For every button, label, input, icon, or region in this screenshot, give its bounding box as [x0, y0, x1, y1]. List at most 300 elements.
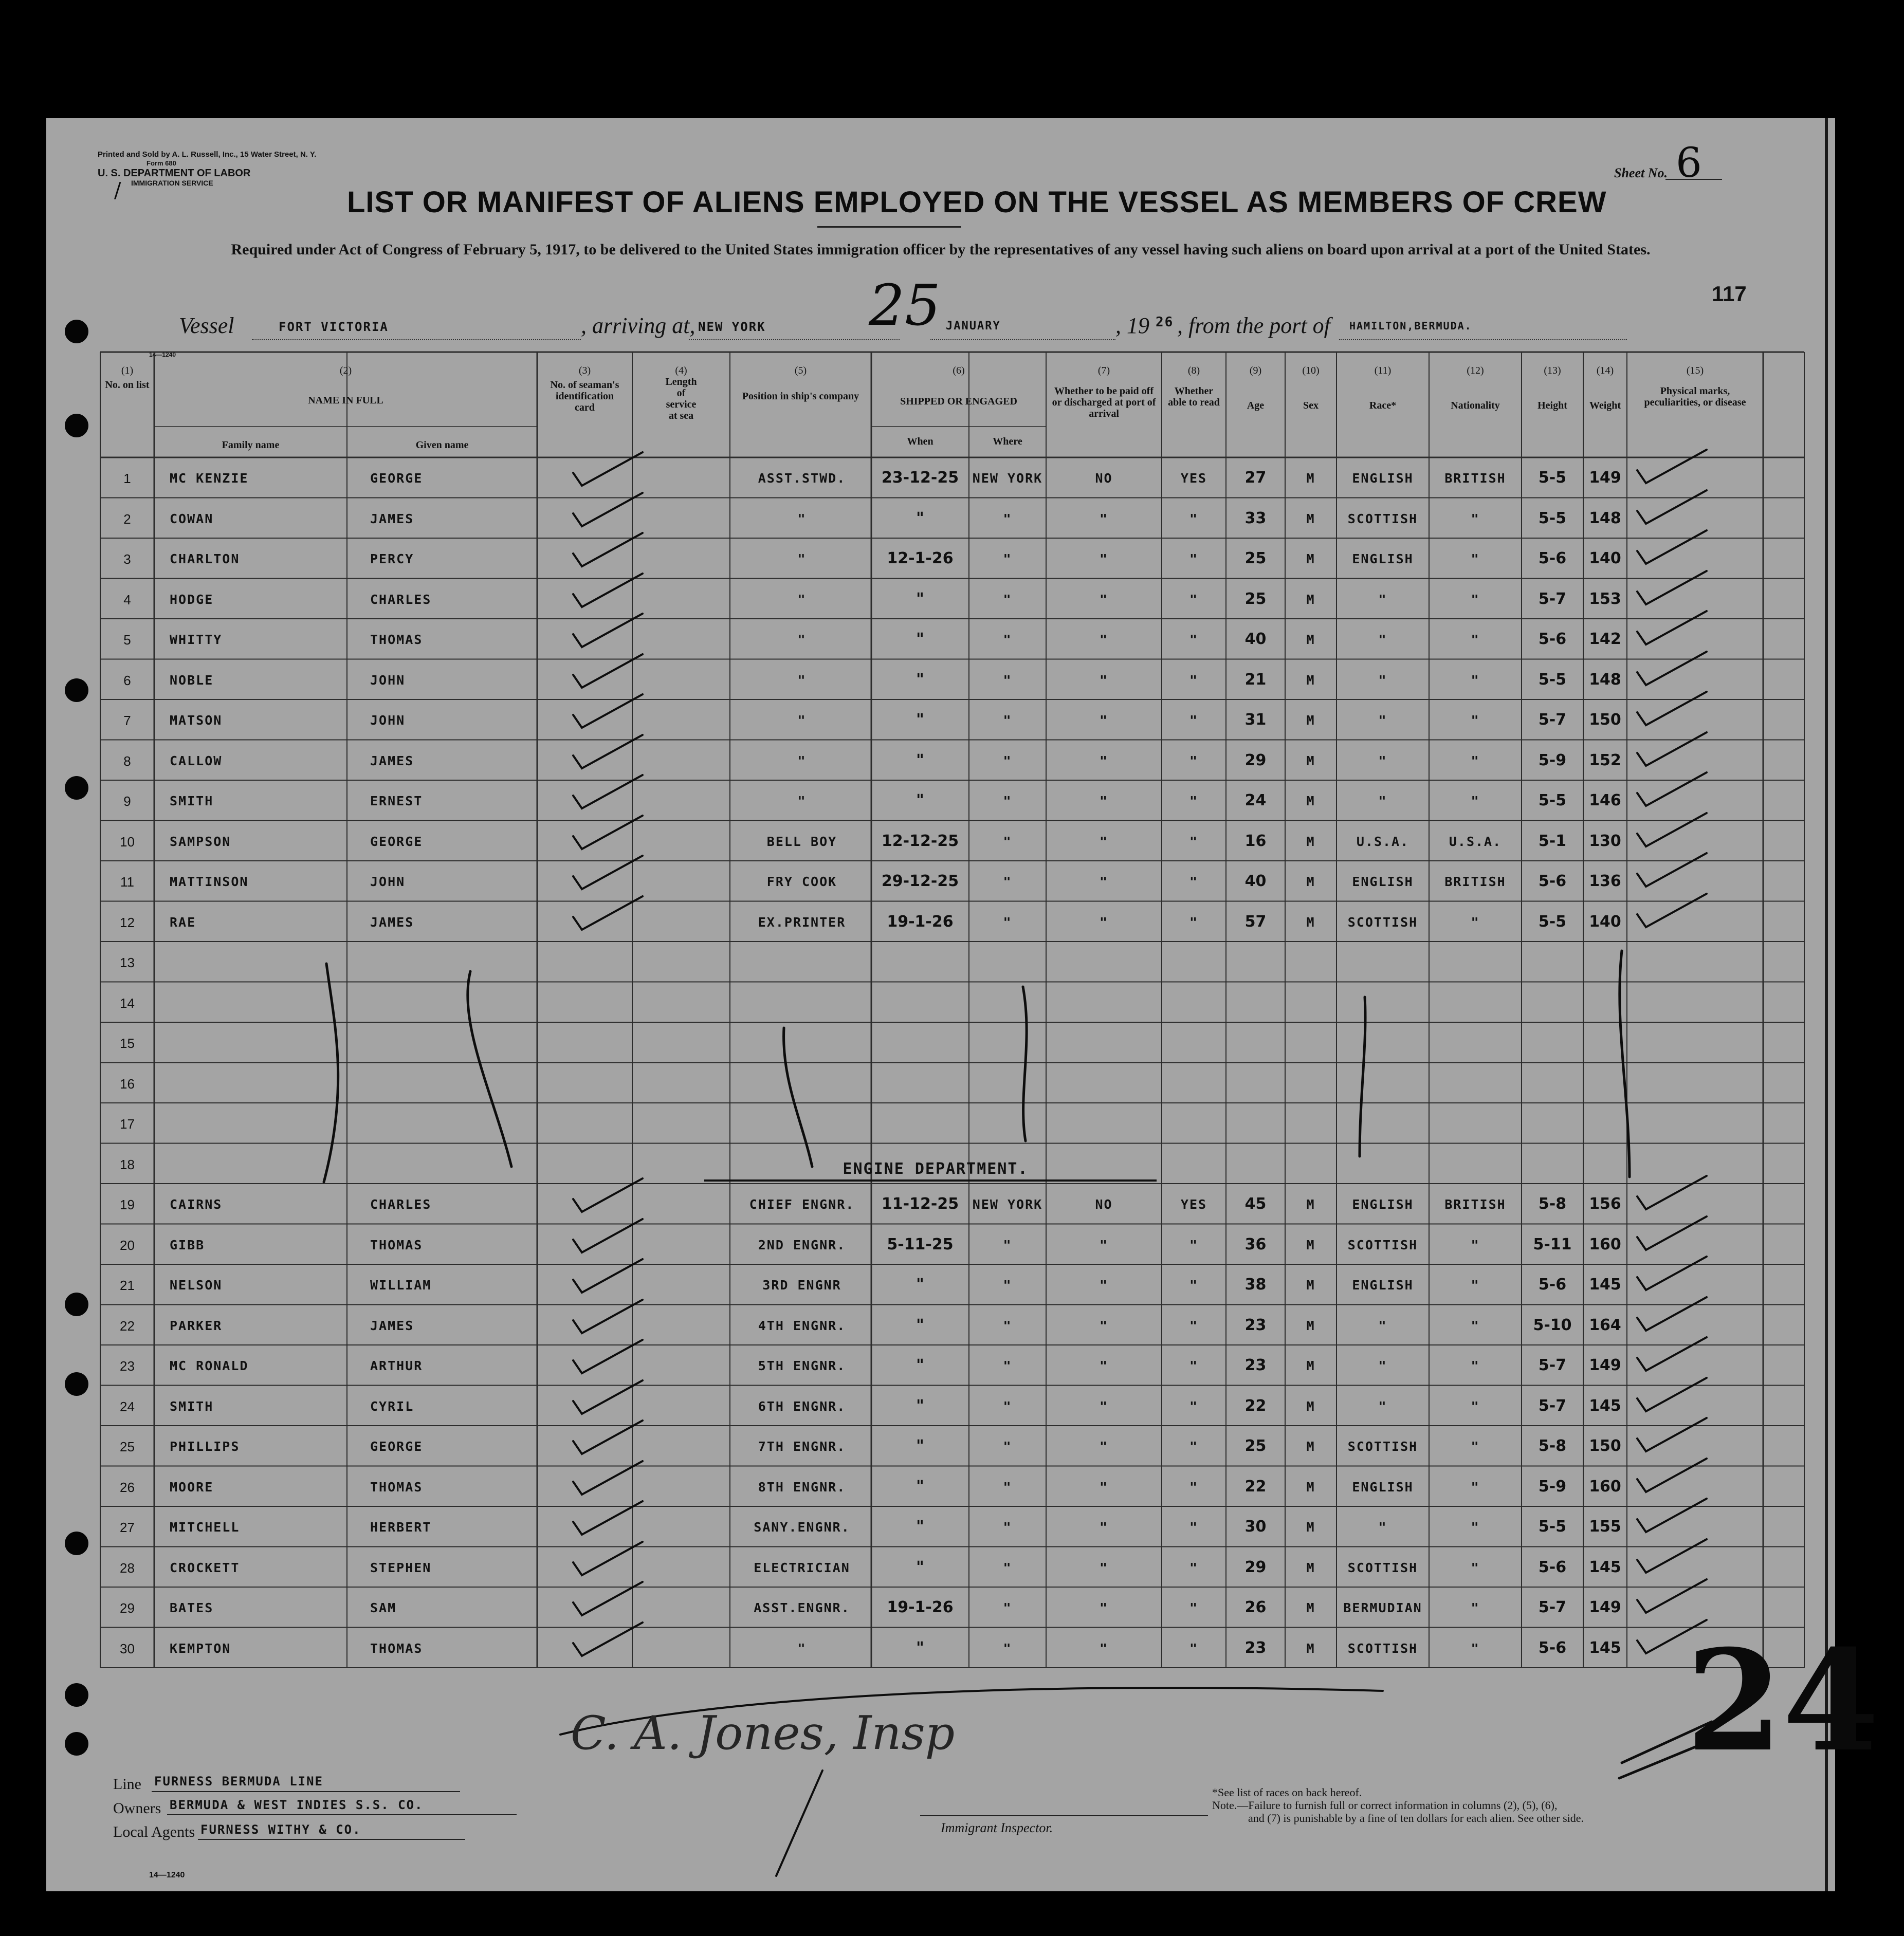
family-name: CALLOW	[170, 753, 223, 768]
shipped-where: NEW YORK	[972, 1197, 1043, 1212]
shipped-where: "	[1003, 834, 1012, 849]
col-7-label: Whether to be paid off or discharged at port of arrival	[1052, 385, 1156, 419]
nationality: "	[1471, 1640, 1480, 1656]
shipped-when: 5-11-25	[887, 1235, 954, 1253]
given-name: JAMES	[370, 1318, 414, 1333]
col-1-label: No. on list	[105, 379, 150, 391]
sex: M	[1306, 753, 1315, 768]
able-to-read: "	[1189, 834, 1199, 849]
family-name: HODGE	[170, 592, 214, 607]
given-name: THOMAS	[370, 1479, 423, 1495]
inspector-signature: C. A. Jones, Insp	[571, 1706, 955, 1760]
sex: M	[1306, 1197, 1315, 1212]
family-name: CHARLTON	[170, 551, 240, 566]
row-number: 10	[120, 834, 135, 850]
shipped-where: "	[1003, 1479, 1012, 1495]
height: 5-7	[1538, 1396, 1567, 1415]
weight: 148	[1589, 670, 1621, 689]
shipped-when: "	[916, 630, 924, 648]
brace-mark	[784, 1028, 812, 1167]
nationality: U.S.A.	[1449, 834, 1502, 849]
sex: M	[1306, 1600, 1315, 1615]
row-number: 17	[120, 1116, 135, 1132]
weight: 150	[1589, 1437, 1621, 1455]
race: "	[1378, 1318, 1387, 1333]
shipped-when: 19-1-26	[887, 912, 954, 931]
vessel-name: FORT VICTORIA	[279, 320, 389, 334]
brace-mark	[324, 964, 338, 1182]
col-4-label: Length of service at sea	[665, 376, 697, 421]
weight: 145	[1589, 1558, 1621, 1576]
given-name: GEORGE	[370, 471, 423, 486]
paid-off: "	[1099, 834, 1109, 849]
height: 5-7	[1538, 1356, 1567, 1374]
given-name: JOHN	[370, 874, 406, 889]
paid-off: "	[1099, 874, 1109, 889]
row-number: 3	[123, 551, 131, 567]
position: ASST.STWD.	[758, 471, 846, 486]
sex: M	[1306, 1398, 1315, 1414]
sex: M	[1306, 592, 1315, 607]
able-to-read: "	[1189, 914, 1199, 930]
col-8-number: (8)	[1187, 365, 1200, 376]
nationality: "	[1471, 1479, 1480, 1495]
row-number: 19	[120, 1197, 135, 1212]
age: 22	[1244, 1396, 1267, 1415]
sex: M	[1306, 1520, 1315, 1535]
col-7-number: (7)	[1097, 365, 1110, 376]
footer-form-code: 14—1240	[149, 1871, 185, 1879]
paid-off: "	[1099, 1560, 1109, 1575]
shipped-where: "	[1003, 1640, 1012, 1656]
row-number: 24	[120, 1398, 135, 1414]
shipped-when: "	[916, 791, 924, 809]
weight: 140	[1589, 912, 1621, 931]
nationality: "	[1471, 632, 1480, 647]
weight: 130	[1589, 832, 1621, 850]
row-number: 22	[120, 1318, 135, 1334]
row-number: 11	[120, 874, 134, 890]
weight: 149	[1589, 1356, 1621, 1374]
height: 5-5	[1538, 791, 1567, 809]
able-to-read: "	[1189, 1358, 1199, 1373]
family-name: MC RONALD	[170, 1358, 249, 1373]
height: 5-7	[1538, 711, 1567, 729]
family-name: PHILLIPS	[170, 1439, 240, 1454]
shipped-where: "	[1003, 1318, 1012, 1333]
shipped-when: "	[916, 1437, 924, 1455]
race: ENGLISH	[1352, 551, 1414, 566]
weight: 153	[1589, 589, 1621, 608]
col-10-label: Sex	[1303, 400, 1319, 411]
shipped-when: 12-1-26	[887, 549, 954, 567]
shipped-when: 29-12-25	[881, 872, 959, 890]
from-port-label: , from the port of	[1177, 313, 1330, 338]
shipped-when: "	[916, 1316, 924, 1334]
given-name: JAMES	[370, 914, 414, 930]
shipped-where: "	[1003, 592, 1012, 607]
able-to-read: "	[1189, 753, 1199, 768]
penalty-note-2: and (7) is punishable by a fine of ten dollars for each alien. See other side.	[1248, 1812, 1584, 1824]
age: 45	[1244, 1195, 1267, 1213]
height: 5-5	[1538, 469, 1567, 487]
able-to-read: "	[1189, 713, 1199, 728]
weight: 145	[1589, 1396, 1621, 1415]
sex: M	[1306, 1439, 1315, 1454]
col-13-number: (13)	[1544, 365, 1561, 376]
row-number: 28	[120, 1560, 135, 1576]
shipped-when: "	[916, 1518, 924, 1536]
row-number: 15	[120, 1036, 135, 1051]
departure-port: HAMILTON,BERMUDA.	[1349, 320, 1472, 332]
form-number: Form 680	[147, 159, 176, 167]
shipped-where: "	[1003, 1439, 1012, 1454]
shipped-when: "	[916, 670, 924, 689]
col-8-label: Whether able to read	[1168, 385, 1220, 408]
paid-off: NO	[1095, 1197, 1113, 1212]
weight: 145	[1589, 1276, 1621, 1294]
row-number: 12	[120, 914, 135, 930]
nationality: "	[1471, 1318, 1480, 1333]
race: "	[1378, 713, 1387, 728]
position: ASST.ENGNR.	[754, 1600, 850, 1615]
race: ENGLISH	[1352, 1197, 1414, 1212]
family-name: MITCHELL	[170, 1520, 240, 1535]
col-6-number: (6)	[953, 365, 965, 376]
family-name: MC KENZIE	[170, 471, 249, 486]
position: EX.PRINTER	[758, 914, 846, 930]
nationality: "	[1471, 672, 1480, 688]
nationality: "	[1471, 1520, 1480, 1535]
sex: M	[1306, 874, 1315, 889]
shipped-where: "	[1003, 632, 1012, 647]
handwritten-marks	[46, 118, 1835, 1891]
given-name: PERCY	[370, 551, 414, 566]
position: "	[797, 511, 807, 526]
able-to-read: "	[1189, 632, 1199, 647]
shipped-where: "	[1003, 914, 1012, 930]
given-name: ARTHUR	[370, 1358, 423, 1373]
height: 5-7	[1538, 1598, 1567, 1616]
given-name: WILLIAM	[370, 1278, 432, 1293]
race: "	[1378, 753, 1387, 768]
row-number: 14	[120, 995, 135, 1011]
able-to-read: "	[1189, 1439, 1199, 1454]
able-to-read: YES	[1180, 471, 1207, 486]
line-underline	[152, 1791, 460, 1792]
shipped-where: "	[1003, 1560, 1012, 1575]
weight: 146	[1589, 791, 1621, 809]
family-name: CAIRNS	[170, 1197, 223, 1212]
shipped-when: "	[916, 1638, 924, 1657]
sheet-label: Sheet No.	[1614, 165, 1668, 180]
age: 29	[1244, 1558, 1267, 1576]
row-number: 4	[123, 592, 131, 607]
age: 23	[1244, 1638, 1267, 1657]
height: 5-6	[1538, 1558, 1567, 1576]
col-9-label: Age	[1247, 400, 1265, 411]
shipped-when: "	[916, 1477, 924, 1496]
position: BELL BOY	[766, 834, 837, 849]
penalty-note-1: Note.—Failure to furnish full or correct information in columns (2), (5), (6),	[1212, 1799, 1558, 1812]
position: "	[797, 794, 807, 808]
weight: 156	[1589, 1195, 1621, 1213]
page-subtitle: Required under Act of Congress of February 5, 1917, to be delivered to the United States immigration officer by the representatives of any vessel having such aliens on board upon arrival at a port of the United States.	[231, 241, 1651, 258]
family-name: NOBLE	[170, 672, 214, 688]
age: 29	[1244, 751, 1267, 769]
race: "	[1378, 632, 1387, 647]
races-note: *See list of races on back hereof.	[1212, 1786, 1362, 1799]
able-to-read: "	[1189, 1640, 1199, 1656]
shipped-when: "	[916, 1356, 924, 1374]
shipped-where: "	[1003, 874, 1012, 889]
row-number: 13	[120, 955, 135, 970]
weight: 142	[1589, 630, 1621, 648]
race: "	[1378, 1358, 1387, 1373]
brace-mark	[1360, 997, 1365, 1156]
age: 25	[1244, 549, 1267, 567]
agents-underline	[198, 1839, 465, 1840]
family-name: COWAN	[170, 511, 214, 526]
agents-value: FURNESS WITHY & CO.	[200, 1822, 361, 1837]
row-number: 8	[123, 753, 131, 769]
form-code: 14—1240	[149, 351, 176, 358]
given-name: JOHN	[370, 713, 406, 728]
row-number: 7	[123, 713, 131, 728]
owners-underline	[167, 1814, 517, 1815]
shipped-where: "	[1003, 794, 1012, 808]
given-name: GEORGE	[370, 834, 423, 849]
position: CHIEF ENGNR.	[749, 1197, 855, 1212]
height: 5-5	[1538, 1518, 1567, 1536]
age: 24	[1244, 791, 1267, 809]
shipped-when: "	[916, 751, 924, 769]
sex: M	[1306, 1358, 1315, 1373]
shipped-where: "	[1003, 1278, 1012, 1293]
height: 5-1	[1538, 832, 1567, 850]
sex: M	[1306, 713, 1315, 728]
height: 5-6	[1538, 872, 1567, 890]
race: ENGLISH	[1352, 1278, 1414, 1293]
height: 5-11	[1533, 1235, 1572, 1253]
col-15-number: (15)	[1686, 365, 1704, 376]
family-name: MATSON	[170, 713, 223, 728]
arrival-day: 25	[869, 272, 941, 338]
able-to-read: "	[1189, 1318, 1199, 1333]
age: 21	[1244, 670, 1267, 689]
position: "	[797, 713, 807, 728]
race: "	[1378, 672, 1387, 688]
shipped-where: "	[1003, 713, 1012, 728]
given-name: SAM	[370, 1600, 397, 1615]
position: FRY COOK	[766, 874, 837, 889]
sheet-number: 6	[1676, 139, 1702, 187]
page-title: LIST OR MANIFEST OF ALIENS EMPLOYED ON THE VESSEL AS MEMBERS OF CREW	[347, 186, 1607, 219]
shipped-when: 23-12-25	[881, 469, 959, 487]
weight: 149	[1589, 469, 1621, 487]
col-5-label: Position in ship's company	[742, 391, 859, 402]
height: 5-5	[1538, 912, 1567, 931]
paid-off: "	[1099, 1640, 1109, 1656]
row-number: 2	[123, 511, 131, 527]
given-name: CYRIL	[370, 1398, 414, 1414]
paid-off: NO	[1095, 471, 1113, 486]
department-label: U. S. DEPARTMENT OF LABOR	[98, 168, 251, 179]
paid-off: "	[1099, 914, 1109, 930]
weight: 164	[1589, 1316, 1621, 1334]
shipped-where: "	[1003, 1398, 1012, 1414]
arrival-month: JANUARY	[946, 320, 1001, 333]
year-prefix: , 19	[1115, 313, 1149, 338]
given-name: CHARLES	[370, 592, 432, 607]
nationality: "	[1471, 1398, 1480, 1414]
nationality: "	[1471, 794, 1480, 808]
position: SANY.ENGNR.	[754, 1520, 850, 1535]
nationality: "	[1471, 1237, 1480, 1252]
section-heading: ENGINE DEPARTMENT.	[843, 1159, 1029, 1178]
shipped-when: "	[916, 1276, 924, 1294]
given-name: THOMAS	[370, 1237, 423, 1252]
row-number: 9	[123, 794, 131, 809]
height: 5-7	[1538, 589, 1567, 608]
sex: M	[1306, 1278, 1315, 1293]
nationality: "	[1471, 592, 1480, 607]
nationality: "	[1471, 511, 1480, 526]
height: 5-10	[1533, 1316, 1572, 1334]
col-6-label: SHIPPED OR ENGAGED	[900, 396, 1017, 407]
height: 5-5	[1538, 509, 1567, 527]
able-to-read: "	[1189, 874, 1199, 889]
paid-off: "	[1099, 794, 1109, 808]
race: ENGLISH	[1352, 471, 1414, 486]
nationality: BRITISH	[1444, 1197, 1506, 1212]
agents-label: Local Agents	[113, 1823, 195, 1840]
nationality: "	[1471, 1439, 1480, 1454]
shipped-when: "	[916, 589, 924, 608]
nationality: "	[1471, 713, 1480, 728]
col-15-label: Physical marks, peculiarities, or disease	[1644, 385, 1746, 408]
age: 22	[1244, 1477, 1267, 1496]
age: 23	[1244, 1316, 1267, 1334]
col-14-number: (14)	[1596, 365, 1614, 376]
weight: 152	[1589, 751, 1621, 769]
shipped-where: "	[1003, 1358, 1012, 1373]
given-name: THOMAS	[370, 1640, 423, 1656]
age: 33	[1244, 509, 1267, 527]
paid-off: "	[1099, 551, 1109, 566]
paid-off: "	[1099, 672, 1109, 688]
col-4-number: (4)	[675, 365, 687, 376]
age: 38	[1244, 1276, 1267, 1294]
vessel-label: Vessel	[179, 313, 234, 338]
nationality: "	[1471, 914, 1480, 930]
sex: M	[1306, 1560, 1315, 1575]
owners-value: BERMUDA & WEST INDIES S.S. CO.	[170, 1798, 424, 1812]
nationality: "	[1471, 1358, 1480, 1373]
race: "	[1378, 1398, 1387, 1414]
able-to-read: "	[1189, 1600, 1199, 1615]
where-header: Where	[993, 436, 1022, 447]
paid-off: "	[1099, 1520, 1109, 1535]
weight: 160	[1589, 1235, 1621, 1253]
race: BERMUDIAN	[1343, 1600, 1422, 1615]
paid-off: "	[1099, 1318, 1109, 1333]
height: 5-6	[1538, 630, 1567, 648]
position: "	[797, 592, 807, 607]
shipped-when: 12-12-25	[881, 832, 959, 850]
paid-off: "	[1099, 1278, 1109, 1293]
weight: 160	[1589, 1477, 1621, 1496]
weight: 140	[1589, 549, 1621, 567]
shipped-when: "	[916, 711, 924, 729]
able-to-read: "	[1189, 1520, 1199, 1535]
paid-off: "	[1099, 1237, 1109, 1252]
paid-off: "	[1099, 753, 1109, 768]
stray-mark: /	[114, 179, 121, 202]
race: ENGLISH	[1352, 874, 1414, 889]
col-12-label: Nationality	[1451, 400, 1500, 411]
col-11-label: Race*	[1369, 400, 1397, 411]
col-11-number: (11)	[1374, 365, 1392, 376]
weight: 136	[1589, 872, 1621, 890]
row-number: 29	[120, 1600, 135, 1616]
family-name-header: Family name	[222, 439, 280, 451]
paid-off: "	[1099, 592, 1109, 607]
age: 25	[1244, 589, 1267, 608]
height: 5-6	[1538, 1638, 1567, 1657]
family-name: PARKER	[170, 1318, 223, 1333]
able-to-read: "	[1189, 592, 1199, 607]
given-name: JOHN	[370, 672, 406, 688]
arrival-year: 26	[1156, 315, 1174, 330]
row-number: 6	[123, 672, 131, 688]
race: SCOTTISH	[1347, 1560, 1418, 1575]
inspector-label: Immigrant Inspector.	[941, 1820, 1053, 1835]
sex: M	[1306, 471, 1315, 486]
shipped-where: "	[1003, 511, 1012, 526]
col-9-number: (9)	[1249, 365, 1262, 376]
age: 30	[1244, 1518, 1267, 1536]
given-name: HERBERT	[370, 1520, 432, 1535]
race: "	[1378, 1520, 1387, 1535]
weight: 149	[1589, 1598, 1621, 1616]
age: 23	[1244, 1356, 1267, 1374]
family-name: KEMPTON	[170, 1640, 231, 1656]
given-name-header: Given name	[415, 439, 469, 451]
row-number: 21	[120, 1278, 135, 1293]
family-name: CROCKETT	[170, 1560, 240, 1575]
col-3-number: (3)	[578, 365, 591, 376]
sex: M	[1306, 914, 1315, 930]
sex: M	[1306, 511, 1315, 526]
row-number: 20	[120, 1237, 135, 1253]
height: 5-9	[1538, 751, 1567, 769]
family-name: WHITTY	[170, 632, 223, 647]
sex: M	[1306, 632, 1315, 647]
nationality: "	[1471, 1600, 1480, 1615]
age: 31	[1244, 711, 1267, 729]
able-to-read: "	[1189, 511, 1199, 526]
height: 5-5	[1538, 670, 1567, 689]
sex: M	[1306, 1237, 1315, 1252]
shipped-where: "	[1003, 753, 1012, 768]
height: 5-9	[1538, 1477, 1567, 1496]
race: SCOTTISH	[1347, 1640, 1418, 1656]
position: ELECTRICIAN	[754, 1560, 850, 1575]
race: ENGLISH	[1352, 1479, 1414, 1495]
shipped-where: "	[1003, 1237, 1012, 1252]
paid-off: "	[1099, 1479, 1109, 1495]
